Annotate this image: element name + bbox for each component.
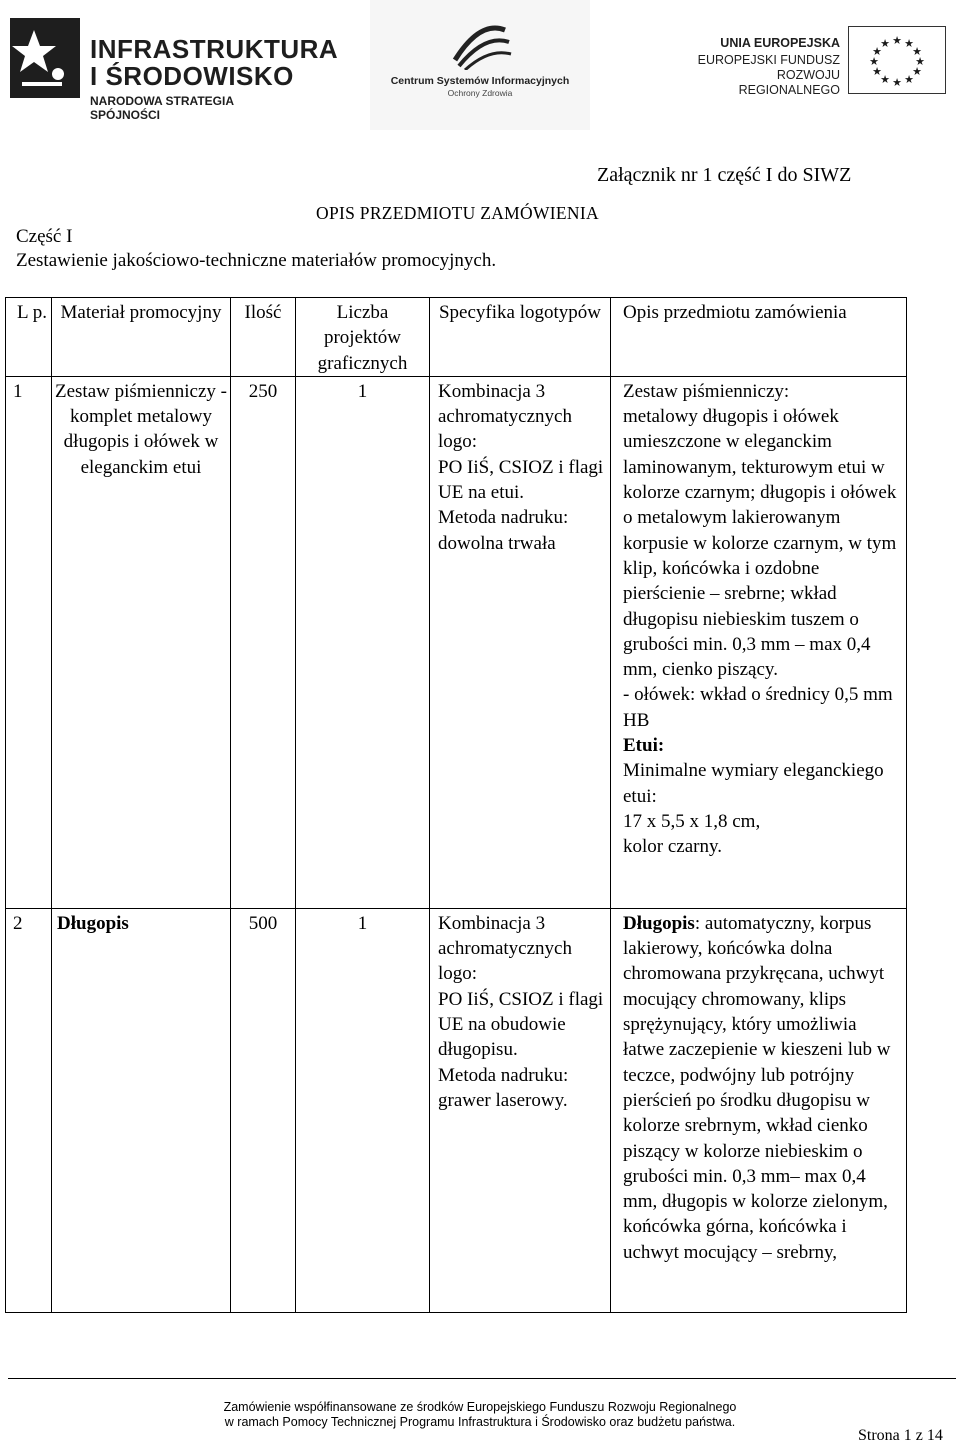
table-header-row — [6, 298, 907, 377]
row1-opis-etui-heading: Etui: — [623, 735, 665, 757]
eu-flag-icon — [848, 26, 946, 94]
logo-eu — [672, 26, 948, 97]
table-row — [6, 908, 907, 1312]
row2-spec-logo: Kombinacja 3 achromatycznych logo: — [438, 912, 572, 985]
svg-text:★: ★ — [912, 45, 922, 58]
svg-text:★: ★ — [872, 65, 882, 78]
eu-line2: EUROPEJSKI FUNDUSZ — [697, 53, 840, 67]
row1-spec-logo: Kombinacja 3 achromatycznych logo: — [438, 380, 572, 453]
row2-spec-method: Metoda nadruku: grawer laserowy. — [438, 1064, 569, 1111]
logo-infrastruktura — [6, 12, 339, 122]
logo-title-line1: INFRASTRUKTURA — [90, 34, 339, 64]
header-specyfika: Specyfika logotypów — [430, 298, 611, 377]
annex-label: Załącznik nr 1 część I do SIWZ — [597, 164, 852, 186]
svg-text:★: ★ — [904, 73, 914, 86]
eu-line3: ROZWOJU REGIONALNEGO — [738, 68, 840, 97]
row2-lp: 2 — [13, 912, 23, 934]
row1-material-title: Zestaw piśmienniczy — [54, 380, 216, 402]
row1-opis-p5: kolor czarny. — [623, 836, 722, 858]
svg-text:★: ★ — [869, 55, 879, 68]
svg-text:★: ★ — [912, 65, 922, 78]
svg-text:★: ★ — [892, 34, 902, 47]
row1-material — [52, 377, 230, 480]
svg-text:★: ★ — [915, 55, 925, 68]
row1-opis-p4: 17 x 5,5 x 1,8 cm, — [623, 810, 761, 832]
row2-opis-heading: Długopis — [623, 912, 695, 934]
table-row — [6, 376, 907, 908]
svg-text:★: ★ — [872, 45, 882, 58]
part-label: Część I — [16, 226, 73, 247]
row1-opis-p1: metalowy długopis i ołówek umieszczone w eleganckim laminowanym, tekturowym etui w kolorze czarnym; długopis i ołówek o metalowym lakierowanym korpusie w kolorze czarnym, w tym klip, końcówka i ozdobne pierścienie – srebrne; wkład długopisu niebieskim tuszem o grubości min. 0,3 mm – max 0,4 mm, cienko piszący. — [623, 406, 897, 681]
footer-text — [0, 1400, 960, 1430]
row1-opis-p2: - ołówek: wkład o średnicy 0,5 mm HB — [623, 684, 893, 731]
row1-opis — [623, 377, 900, 860]
svg-text:★: ★ — [880, 73, 890, 86]
logo-subtitle: NARODOWA STRATEGIA SPÓJNOŚCI — [90, 94, 234, 122]
row1-liczba: 1 — [357, 380, 368, 402]
header-liczba: Liczba projektów graficznych — [296, 298, 430, 377]
row2-opis — [623, 909, 900, 1265]
svg-text:★: ★ — [904, 37, 914, 50]
footer-line2: w ramach Pomocy Technicznej Programu Infrastruktura i Środowisko oraz budżetu państwa. — [224, 1415, 736, 1429]
part-heading — [16, 225, 496, 273]
document-title: OPIS PRZEDMIOTU ZAMÓWIENIA — [316, 203, 599, 223]
row1-ilosc: 250 — [248, 380, 278, 402]
header-material: Materiał promocyjny — [52, 298, 231, 377]
row1-material-rest: - komplet metalowy długopis i ołówek w eleganckim etui — [63, 380, 227, 478]
row2-spec-place: PO IiŚ, CSIOZ i flagi UE na obudowie długopisu. — [438, 988, 604, 1061]
svg-text:★: ★ — [892, 76, 902, 89]
svg-text:★: ★ — [880, 37, 890, 50]
csioz-swirl-icon — [445, 20, 515, 70]
logo-csioz — [370, 0, 590, 130]
row1-lp: 1 — [13, 380, 23, 402]
row1-opis-p3: Minimalne wymiary eleganckiego etui: — [623, 760, 884, 807]
csioz-subname: Ochrony Zdrowia — [447, 88, 513, 98]
header-lp: L p. — [6, 298, 52, 377]
logo-title-line2: I ŚRODOWISKO — [90, 61, 294, 91]
csioz-name: Centrum Systemów Informacyjnych — [390, 75, 570, 87]
star-emblem-icon — [6, 12, 86, 102]
row2-material-title: Długopis — [57, 912, 129, 934]
footer-line1: Zamówienie współfinansowane ze środków Europejskiego Funduszu Rozwoju Regionalnego — [223, 1400, 737, 1414]
footer-divider — [8, 1378, 956, 1379]
page-number: Strona 1 z 14 — [858, 1427, 943, 1444]
row1-spec-place: PO IiŚ, CSIOZ i flagi UE na etui. — [438, 456, 604, 504]
row2-ilosc: 500 — [248, 912, 278, 934]
header-opis: Opis przedmiotu zamówienia — [611, 298, 907, 377]
row2-specyfika — [438, 909, 610, 1113]
row1-specyfika — [438, 377, 610, 556]
row1-opis-heading: Zestaw piśmienniczy: — [623, 380, 790, 402]
part-subtitle: Zestawienie jakościowo-techniczne materiałów promocyjnych. — [16, 250, 497, 271]
row2-opis-text: : automatyczny, korpus lakierowy, końcówka dolna chromowana przykręcana, uchwyt mocujący chromowany, klips sprężynujący, który umożliwia łatwe zaczepienie w kieszeni lub w teczce, podwójny lub potrójny pierścień po środku długopisu w kolorze srebrnym, wkład cienko piszący w kolorze niebieskim o grubości min. 0,3 mm– max 0,4 mm, długopis w kolorze zielonym, końcówka górna, końcówka i uchwyt mocujący – srebrny, — [623, 912, 891, 1263]
row1-spec-method: Metoda nadruku: dowolna trwała — [438, 507, 569, 554]
eu-line1: UNIA EUROPEJSKA — [720, 36, 840, 50]
header-ilosc: Ilość — [231, 298, 296, 377]
specification-table — [5, 297, 907, 1313]
row2-liczba: 1 — [357, 912, 368, 934]
